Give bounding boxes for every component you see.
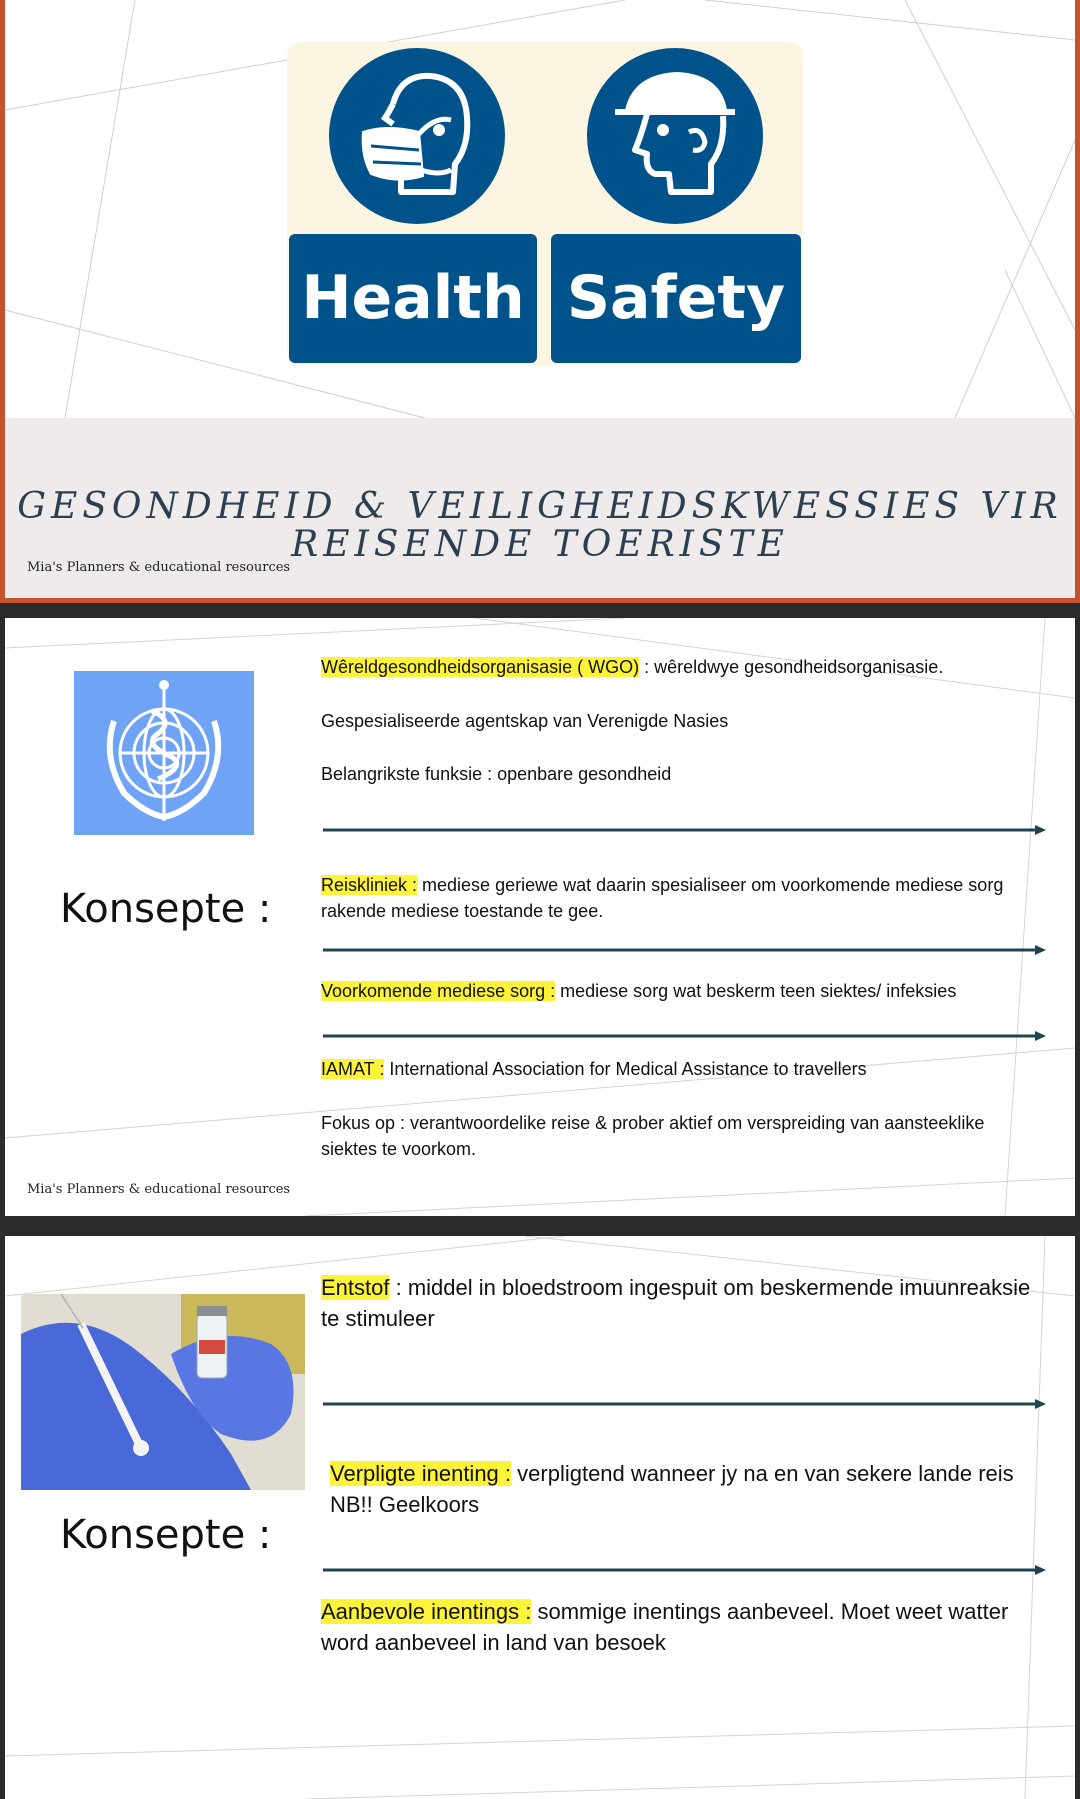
concept-text: Gespesialiseerde agentskap van Verenigde Nasies — [321, 711, 729, 731]
credit-text: Mia's Planners & educational resources — [27, 1182, 291, 1197]
divider-arrow — [323, 824, 1047, 836]
slide-heading: Konsepte : — [60, 1512, 272, 1558]
concepts-slide-1 — [5, 618, 1075, 1216]
concept-item-verpligte-inenting — [330, 1458, 1050, 1520]
concept-item-voorkomende-sorg — [321, 978, 1051, 1004]
slide-heading: Konsepte : — [60, 886, 272, 932]
who-emblem-icon — [74, 671, 254, 835]
health-safety-sign — [287, 42, 803, 365]
concept-term: Voorkomende mediese sorg : — [321, 981, 556, 1001]
credit-text: Mia's Planners & educational resources — [27, 560, 291, 575]
vaccine-photo — [21, 1294, 305, 1490]
safety-label: Safety — [551, 234, 801, 363]
face-mask-icon — [327, 46, 507, 226]
concept-text: : middel in bloedstroom ingespuit om beskermende imuunreaksie te stimuleer — [321, 1275, 1031, 1331]
divider-arrow — [323, 1398, 1047, 1410]
slide-title: GESONDHEID & VEILIGHEIDSKWESSIES VIR REISENDE TOERISTE — [17, 486, 1063, 565]
concept-term: Wêreldgesondheidsorganisasie ( WGO) — [321, 657, 640, 677]
concept-text: : wêreldwye gesondheidsorganisasie. — [639, 657, 944, 677]
concept-term: Aanbevole inentings : — [321, 1599, 532, 1624]
vaccine-syringe-image — [21, 1294, 305, 1490]
who-logo — [74, 671, 254, 835]
concept-term: IAMAT : — [321, 1059, 385, 1079]
concept-item-reiskliniek — [321, 872, 1051, 924]
concept-item-fokus — [321, 1110, 1021, 1162]
concept-text: Fokus op : verantwoordelike reise & prober aktief om verspreiding van aansteeklike siektes te voorkom. — [321, 1113, 985, 1159]
concept-item-aanbevole-inentings — [321, 1596, 1051, 1658]
concept-term: Reiskliniek : — [321, 875, 418, 895]
concept-item-main-function — [321, 761, 1051, 787]
concept-item-entstof — [321, 1272, 1051, 1334]
concept-item-un-agency — [321, 708, 1051, 734]
concept-text: mediese geriewe wat daarin spesialiseer om voorkomende mediese sorg rakende mediese toestande te gee. — [321, 875, 1004, 921]
concept-term: Verpligte inenting : — [330, 1461, 512, 1486]
divider-arrow — [323, 1030, 1047, 1042]
concept-text: International Association for Medical Assistance to travellers — [384, 1059, 867, 1079]
title-slide — [0, 0, 1080, 603]
divider-arrow — [323, 1564, 1047, 1576]
concept-text: mediese sorg wat beskerm teen siektes/ infeksies — [555, 981, 957, 1001]
concept-text: sommige inentings aanbeveel. Moet weet watter word aanbeveel in land van besoek — [321, 1599, 1009, 1655]
concept-term: Entstof — [321, 1275, 390, 1300]
concept-item-iamat — [321, 1056, 1051, 1082]
helmet-head-icon — [585, 46, 765, 226]
concept-text: Belangrikste funksie : openbare gesondheid — [321, 764, 672, 784]
concept-text: verpligtend wanneer jy na en van sekere lande reis NB!! Geelkoors — [330, 1461, 1014, 1517]
health-label: Health — [289, 234, 537, 363]
divider-arrow — [323, 944, 1047, 956]
concept-item-wgo — [321, 654, 1051, 680]
concepts-slide-2 — [5, 1236, 1075, 1799]
